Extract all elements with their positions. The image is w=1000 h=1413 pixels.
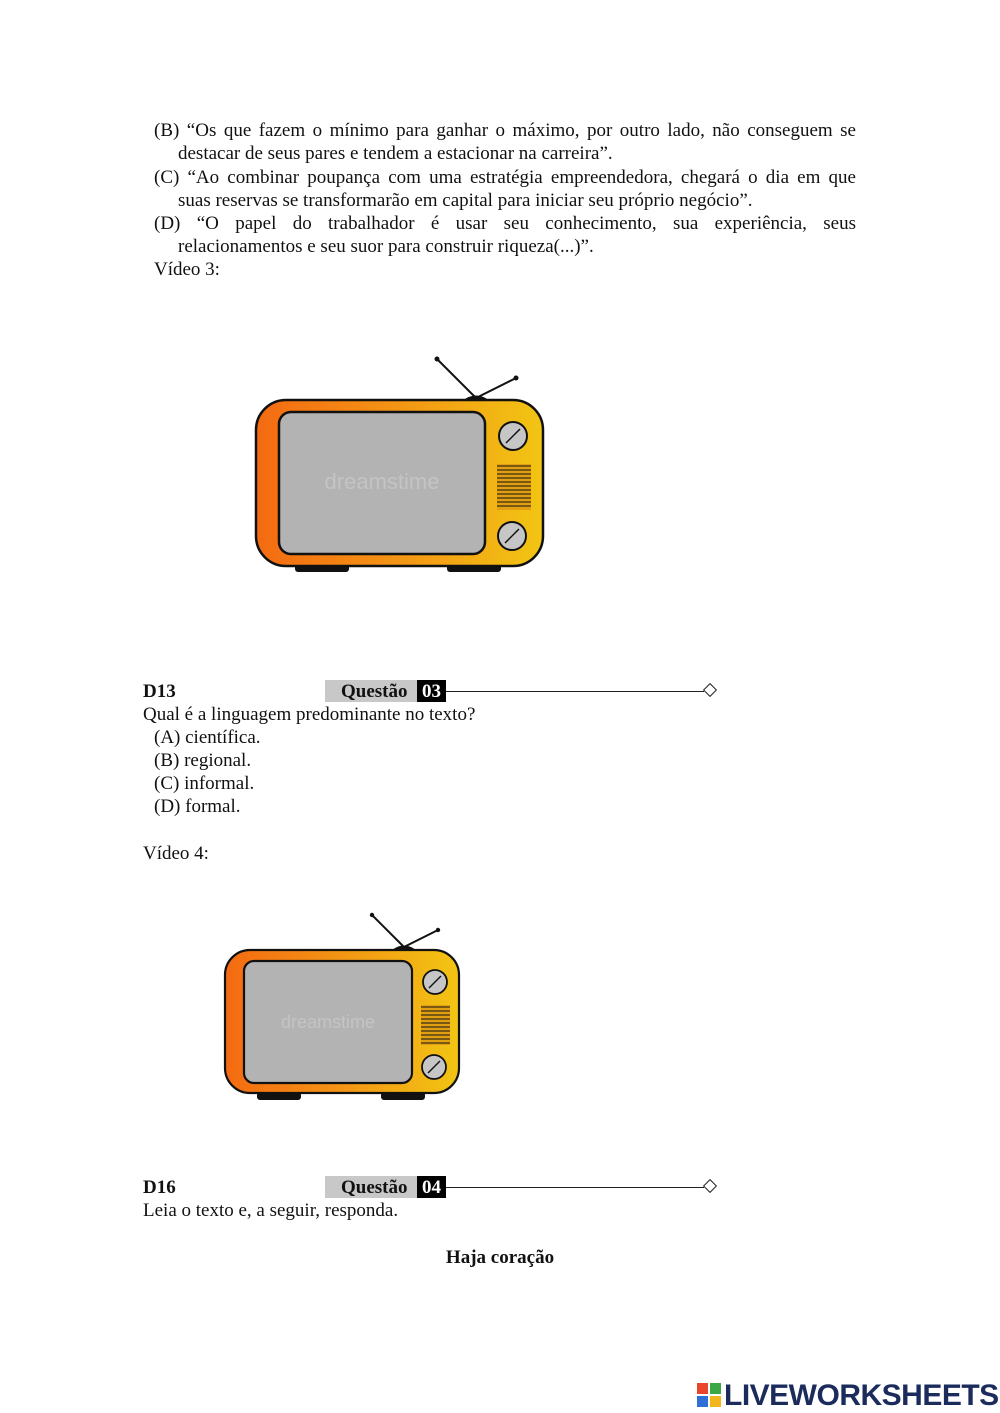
question-03-option-d[interactable]: (D) formal. — [154, 796, 241, 817]
question-03-prompt: Qual é a linguagem predominante no texto? — [143, 704, 476, 725]
logo-brand-text: LIVEWORKSHEETS — [724, 1378, 999, 1412]
logo-square-yellow — [710, 1396, 721, 1407]
video4-tv-player[interactable] — [220, 910, 465, 1102]
option-b — [154, 119, 856, 165]
liveworksheets-logo[interactable] — [697, 1378, 999, 1412]
option-c-line2: suas reservas se transformarão em capital para iniciar seu próprio negócio”. — [178, 190, 753, 211]
tv-watermark: dreamstime — [324, 469, 440, 494]
question-03-rule — [446, 691, 704, 692]
antenna-icon — [370, 913, 440, 950]
diamond-icon — [703, 683, 717, 697]
question-04-code: D16 — [143, 1177, 176, 1198]
diamond-icon — [703, 1179, 717, 1193]
option-c-line1: (C) “Ao combinar poupança com uma estratégia empreendedora, chegará o dia em que — [154, 167, 856, 188]
speaker-grille-icon — [497, 464, 531, 510]
logo-squares-icon — [697, 1383, 721, 1407]
question-03-option-a[interactable]: (A) científica. — [154, 727, 261, 748]
text-title: Haja coração — [445, 1247, 555, 1268]
tv-watermark: dreamstime — [280, 1012, 376, 1032]
question-03-code: D13 — [143, 681, 176, 702]
option-b-line1: (B) “Os que fazem o mínimo para ganhar o máximo, por outro lado, não conseguem se — [154, 120, 856, 141]
question-03-number: 03 — [417, 680, 446, 702]
option-d — [154, 212, 856, 258]
question-04-prompt: Leia o texto e, a seguir, responda. — [143, 1200, 399, 1221]
option-b-line2: destacar de seus pares e tendem a estacionar na carreira”. — [178, 143, 613, 164]
question-03-label: Questão — [341, 681, 408, 702]
option-d-line1: (D) “O papel do trabalhador é usar seu conhecimento, sua experiência, seus — [154, 213, 856, 234]
antenna-icon — [435, 357, 519, 402]
question-03-option-b[interactable]: (B) regional. — [154, 750, 252, 771]
video3-tv-player[interactable] — [250, 352, 550, 578]
question-03-header — [143, 680, 583, 704]
logo-square-blue — [697, 1396, 708, 1407]
speaker-grille-icon — [421, 1005, 450, 1045]
option-c — [154, 166, 856, 212]
question-04-rule — [446, 1187, 704, 1188]
video4-label: Vídeo 4: — [143, 843, 209, 864]
question-03-option-c[interactable]: (C) informal. — [154, 773, 255, 794]
option-d-line2: relacionamentos e seu suor para construir riqueza(...)”. — [178, 236, 594, 257]
question-04-number: 04 — [417, 1176, 446, 1198]
logo-square-red — [697, 1383, 708, 1394]
logo-square-green — [710, 1383, 721, 1394]
question-04-header — [143, 1176, 583, 1200]
question-04-label: Questão — [341, 1177, 408, 1198]
video3-label: Vídeo 3: — [154, 259, 220, 280]
